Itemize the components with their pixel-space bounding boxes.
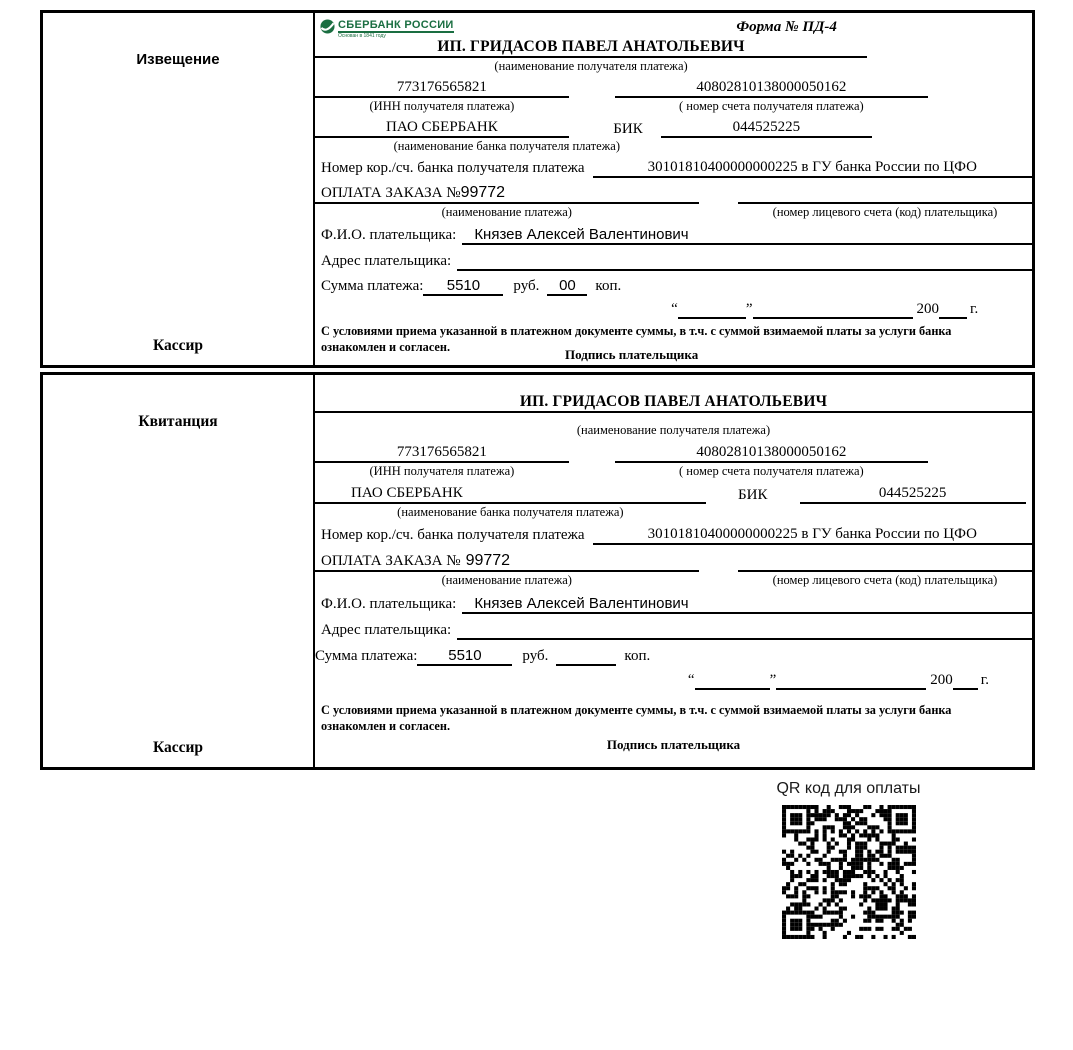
account-value-2: 40802810138000050162 <box>615 444 928 463</box>
payment-purpose-prefix-1: ОПЛАТА ЗАКАЗА № <box>321 185 461 202</box>
rub-label-1: руб. <box>513 277 540 294</box>
section-kvitantsiya <box>40 372 1035 770</box>
form-area-1 <box>315 13 1032 365</box>
side-column-2 <box>43 375 315 767</box>
agreement-text-2: С условиями приема указанной в платежном документе суммы, в т.ч. с суммой взимаемой платы за услуги банка ознакомлен и согласен. <box>321 703 952 733</box>
open-quote-2: “ <box>687 672 695 688</box>
payment-purpose-number-1: 99772 <box>460 184 506 202</box>
year-blank-2 <box>953 666 978 690</box>
kop-label-2: коп. <box>624 648 651 664</box>
date-day-blank-1 <box>678 296 746 319</box>
signature-label-1: Подпись плательщика <box>565 347 699 362</box>
sum-rub-value-1: 5510 <box>423 277 503 296</box>
date-line-1 <box>315 296 1032 319</box>
bik-label-2: БИК <box>738 487 768 503</box>
form-area-2 <box>315 375 1032 767</box>
fio-label-2: Ф.И.О. плательщика: <box>321 596 457 612</box>
year-suffix-1: г. <box>970 301 979 318</box>
address-label-2: Адрес плательщика: <box>321 622 452 638</box>
qr-title: QR код для оплаты <box>776 780 921 797</box>
agreement-block-2 <box>315 703 1032 735</box>
bank-name-value-2: ПАО СБЕРБАНК <box>315 485 706 504</box>
corr-account-label-2: Номер кор./сч. банка получателя платежа <box>321 527 585 543</box>
corr-account-label-1: Номер кор./сч. банка получателя платежа <box>321 160 585 177</box>
qr-block <box>744 780 953 939</box>
address-label-1: Адрес плательщика: <box>321 252 452 269</box>
pd4-document <box>40 10 1035 770</box>
caption-inn-2: (ИНН получателя платежа) <box>369 464 515 478</box>
date-month-blank-1 <box>753 296 913 319</box>
date-line-2 <box>315 666 1032 690</box>
agreement-text-1: С условиями приема указанной в платежном документе суммы, в т.ч. с суммой взимаемой платы за услуги банка ознакомлен и согласен. <box>321 324 952 355</box>
form-number-label: Форма № ПД-4 <box>736 19 837 35</box>
side-label-kassir-1: Кассир <box>152 337 204 354</box>
payment-purpose-2 <box>315 552 699 572</box>
bank-name-value-1: ПАО СБЕРБАНК <box>315 119 569 138</box>
caption-bank-name-1: (наименование банка получателя платежа) <box>393 138 620 153</box>
side-label-izveshchenie: Извещение <box>136 51 220 68</box>
payment-purpose-number-2: 99772 <box>465 552 511 569</box>
fio-value-2: Князев Алексей Валентинович <box>462 595 1032 614</box>
agreement-block-1 <box>315 324 1032 365</box>
sberbank-logo-text: СБЕРБАНК РОССИИ <box>338 19 454 33</box>
close-quote-1: ” <box>745 301 753 318</box>
year-blank-1 <box>939 296 967 319</box>
qr-code <box>782 805 916 939</box>
corr-account-value-2: 30101810400000000225 в ГУ банка России по ЦФО <box>593 526 1032 545</box>
caption-inn-1: (ИНН получателя платежа) <box>369 98 515 113</box>
caption-payer-account-2: (номер лицевого счета (код) плательщика) <box>772 573 998 587</box>
sum-label-2: Сумма платежа: <box>315 648 418 664</box>
caption-account-2: ( номер счета получателя платежа) <box>679 464 864 478</box>
bik-value-2: 044525225 <box>800 485 1026 504</box>
date-month-blank-2 <box>776 666 926 690</box>
sberbank-logo-icon <box>320 19 335 39</box>
close-quote-2: ” <box>769 672 777 688</box>
sum-rub-value-2: 5510 <box>417 647 512 666</box>
inn-value-1: 773176565821 <box>315 79 569 98</box>
sum-kop-value-1: 00 <box>547 277 587 296</box>
year-prefix-2: 200 <box>930 672 953 688</box>
bik-label-1: БИК <box>613 121 643 138</box>
account-value-1: 40802810138000050162 <box>615 79 928 98</box>
side-label-kassir-2: Кассир <box>152 739 204 756</box>
caption-bank-name-2: (наименование банка получателя платежа) <box>397 505 624 519</box>
side-label-kvitantsiya: Квитанция <box>138 413 218 430</box>
sberbank-logo-tagline: Основан в 1841 году <box>338 33 386 40</box>
open-quote-1: “ <box>671 301 678 318</box>
logo-row <box>315 13 1032 40</box>
side-column-1 <box>43 13 315 365</box>
fio-value-1: Князев Алексей Валентинович <box>462 226 1032 245</box>
payee-name-heading-2: ИП. ГРИДАСОВ ПАВЕЛ АНАТОЛЬЕВИЧ <box>315 393 1032 413</box>
corr-account-value-1: 30101810400000000225 в ГУ банка России по ЦФО <box>593 159 1032 178</box>
section-izveshchenie <box>40 10 1035 368</box>
rub-label-2: руб. <box>522 648 549 664</box>
signature-label-2: Подпись плательщика <box>606 737 741 752</box>
kop-label-1: коп. <box>595 277 622 294</box>
payment-purpose-prefix-2: ОПЛАТА ЗАКАЗА № <box>321 553 461 569</box>
payment-purpose-1 <box>315 184 699 204</box>
caption-account-1: ( номер счета получателя платежа) <box>679 98 864 113</box>
caption-payer-account-1: (номер лицевого счета (код) плательщика) <box>772 204 998 219</box>
date-day-blank-2 <box>695 666 770 690</box>
caption-payee-name-1: (наименование получателя платежа) <box>494 58 688 73</box>
payee-name-heading-1: ИП. ГРИДАСОВ ПАВЕЛ АНАТОЛЬЕВИЧ <box>315 38 867 58</box>
year-prefix-1: 200 <box>916 301 940 318</box>
sum-label-1: Сумма платежа: <box>321 277 424 294</box>
year-suffix-2: г. <box>980 672 989 688</box>
caption-payee-name-2: (наименование получателя платежа) <box>576 423 771 437</box>
fio-label-1: Ф.И.О. плательщика: <box>321 227 457 244</box>
inn-value-2: 773176565821 <box>315 444 569 463</box>
caption-payment-name-1: (наименование платежа) <box>441 204 572 219</box>
caption-payment-name-2: (наименование платежа) <box>441 573 572 587</box>
bik-value-1: 044525225 <box>661 119 873 138</box>
